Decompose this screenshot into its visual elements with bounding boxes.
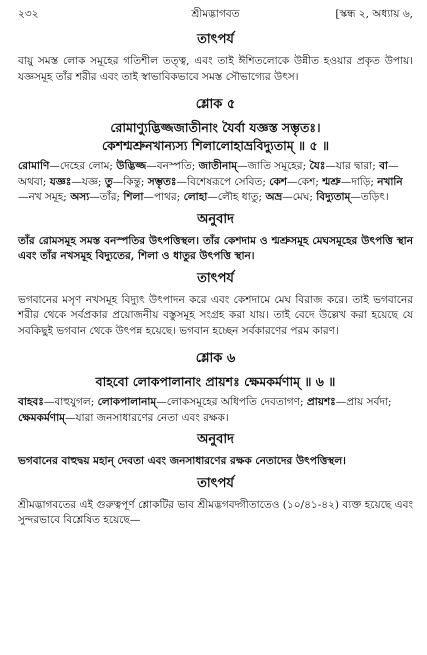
translation-text: ভগবানের বাহুদ্বয় মহান্ দেবতা এবং জনসাধারণের রক্ষক নেতাদের উৎপত্তিস্থল। [18, 455, 346, 467]
verse-heading: শ্লোক ৬ [195, 351, 236, 366]
word-meanings: রোমাণি—দেহের লোম; উদ্ভিজ্জ—বনস্পতি; জাতীনাম্—জাতি সমূহের; যৈঃ—যার দ্বারা; বা—অথবা; যজ্ঞঃ—যজ্ঞ; তু—কিন্তু; সম্ভৃতঃ—বিশেষরূপে সেবিত; কেশ—কেশ; শ্মশ্রু—দাড়ি; নখানি—নখ সমূহ; অস্য—তাঁর; শিলা—পাথর; লোহা—লৌহ ধাতু; অভ্র—মেঘ; বিদ্যুতাম্—তড়িৎ। [18, 160, 403, 203]
purport-heading: তাৎপর্য [197, 32, 234, 47]
verse-heading: শ্লোক ৫ [195, 97, 236, 112]
translation-heading: অনুবাদ [197, 211, 234, 227]
verse-line: কেশশ্মশ্রুনখান্যস্য শিলালোহাভ্রবিদ্যুতাম্ ॥ ৫ ॥ [101, 138, 330, 153]
purport-text: ভগবানের মসৃণ নখসমূহ বিদ্যুৎ উৎপাদন করে এবং কেশদামে মেঘ বিরাজ করে। তাই ভগবানের শরীর থেকে সর্বপ্রকার প্রয়োজনীয় বস্তুসমূহ সংগ্রহ করা যায়। তাই বেদে উল্লেখ করা হয়েছে যে সবকিছুই ভগবান থেকে উৎপন্ন হয়েছে। ভগবান হচ্ছেন সর্বকারণের পরম কারণ। [18, 293, 413, 337]
chapter-reference: [স্কন্ধ ২, অধ্যায় ৬, [335, 8, 413, 20]
page-number: ২৩২ [18, 8, 39, 20]
purport-text: শ্রীমদ্ভাগবতের এই গুরুত্বপূর্ণ শ্লোকটির ভাব শ্রীমদ্ভগবদ্গীতাতেও (১০/৪১-৪২) ব্যক্ত হয়েছে এবং সুন্দরভাবে বিশ্লেষিত হয়েছে— [18, 498, 413, 526]
page-header [18, 0, 413, 26]
verse-line: বাহবো লোকপালানাং প্রায়শঃ ক্ষেমকর্মণাম্ ॥ ৬ ॥ [95, 374, 336, 389]
book-title: শ্রীমদ্ভাগবত [191, 8, 240, 20]
verse-line: রোমাণ্যুদ্ভিজ্জজাতীনাং যৈর্বা যজ্ঞস্ত সম্ভৃতঃ। [110, 120, 321, 135]
translation-text: তাঁর রোমসমূহ সমস্ত বনস্পতির উৎপত্তিস্থল। তাঁর কেশদাম ও শ্মশ্রুসমূহ মেঘসমূহের উৎপত্তি স্থান এবং তাঁর নখসমূহ বিদ্যুতের, শিলা ও ধাতুর উৎপত্তি স্থান। [18, 234, 413, 262]
purport-heading: তাৎপর্য [197, 270, 234, 286]
purport-text: বায়ু সমস্ত লোক সমূহের গতিশীল তত্ত্ব, এবং তাই ঈশিতলোকে উন্নীত হওয়ার প্রকৃত উপায়। যজ্ঞসমূহ তাঁর শরীর এবং তাই স্বাভাবিকভাবে সমস্ত সৌভাগ্যের উৎস। [18, 55, 413, 83]
word-meanings: বাহবঃ—বাহুযুগল; লোকপালানাম্—লোকসমূহের অধিপতি দেবতাগণ; প্রায়শঃ—প্রায় সর্বদা; ক্ষেমকর্মণাম্—যারা জনসাধারণের নেতা এবং রক্ষক। [18, 396, 392, 424]
purport-heading: তাৎপর্য [197, 475, 234, 491]
translation-heading: অনুবাদ [197, 432, 234, 447]
